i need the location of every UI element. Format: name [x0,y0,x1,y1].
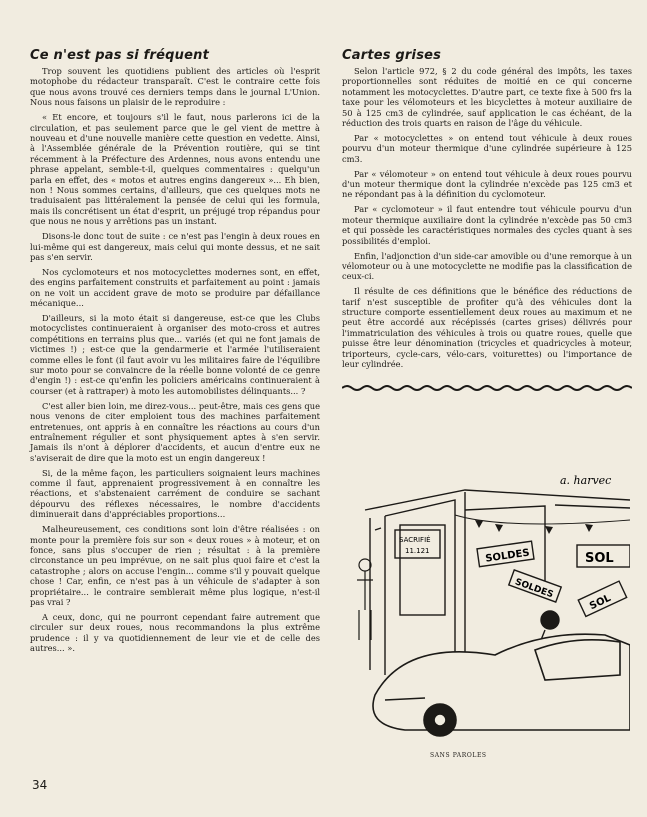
article-heading-right: Cartes grises [342,48,442,63]
paragraph: Trop souvent les quotidiens publient des articles où l'esprit motophobe du rédacteur transparaît. C'est le contraire cette fois que nous avons trouvé ces derniers temps dans le journal L'Union. Nous nous faisons un plaisir de le reproduire : [30,66,320,108]
sign-soldes-1: SOLDES [484,547,531,565]
paragraph: Par « vélomoteur » on entend tout véhicule à deux roues pourvu d'un moteur thermique dont la cylindrée n'excède pas 125 cm3 et ne répondant pas à la définition du cyclomoteur. [342,168,632,200]
paragraph: Si, de la même façon, les particuliers soignaient leurs machines comme il faut, apprenaient progressivement à en connaître les réactions, et s'abstenaient carrément de conduire se sachant dépourvu des réflexes nécessaires, le nombre d'accidents diminuerait dans d'appréciables proportions... [30,467,320,520]
sign-sacrifie: SACRIFIÉ [399,536,431,544]
paragraph: D'ailleurs, si la moto était si dangereuse, est-ce que les Clubs motocyclistes continueraient à organiser des moto-cross et autres compétitions en terrains plus que... variés (et qui ne font jamais de victimes !) ; est-ce que la gendarmerie et l'armée l'utiliseraient comme elles le font (il faut avoir vu les militaires faire de l'équilibre sur moto pour se convaincre de la réelle bonne volonté de ce genre d'engin !) : est-ce qu'enfin les policiers américains continueraient à courser (et à rattraper) à moto les automobilistes délinquants... ? [30,312,320,396]
paragraph: A ceux, donc, qui ne pourront cependant faire autrement que circuler sur deux roues, nous recommandons la plus extrême prudence : il y va quotidiennement de leur vie et de celle des autres... ». [30,611,320,654]
paragraph: Nos cyclomoteurs et nos motocyclettes modernes sont, en effet, des engins parfaitement construits et parfaitement au point : jamais on ne voit un accident grave de moto se produire par défaillance mécanique... [30,266,320,309]
paragraph: Par « motocyclettes » on entend tout véhicule à deux roues pourvu d'un moteur thermique d'une cylindrée supérieure à 125 cm3. [342,132,632,164]
paragraph: Disons-le donc tout de suite : ce n'est pas l'engin à deux roues en lui-même qui est dangereux, mais celui qui monte dessus, et ne sait pas s'en servir. [30,231,320,262]
right-column [342,48,632,396]
paragraph: Par « cyclomoteur » il faut entendre tout véhicule pourvu d'un moteur thermique auxiliaire dont la cylindrée n'excède pas 50 cm3 et qui possède les caractéristiques normales des cycles quant à ses possibilités d'emploi. [342,204,632,246]
sign-sol-2: SOL [588,592,613,613]
article-heading-left: Ce n'est pas si fréquent [30,48,210,63]
page-number: 34 [32,778,48,792]
paragraph: Enfin, l'adjonction d'un side-car amovible ou d'une remorque à un vélomoteur ou à une motocyclette ne modifie pas la classification de ceux-ci. [342,250,632,282]
paragraph: « Et encore, et toujours s'il le faut, nous parlerons ici de la circulation, et pas seulement parce que le gel vient de mettre à nouveau et d'une nouvelle manière cette question en vedette. Ainsi, à l'Assemblée générale de la Prévention routière, qui se tint récemment à la Préfecture des Ardennes, nous avons entendu une phrase appelant, semble-t-il, quelques commentaires : quelqu'un parla en effet, des « motos et autres engins dangereux »... Eh bien, non ! Nous sommes certains, d'ailleurs, que ces quelques mots ne traduisaient pas littéralement la pensée de celui qui les formula, mais ils concrétisent un état d'esprit, un préjugé trop répandus pour que nous ne nous y arrêtions pas un instant. [30,112,320,227]
paragraph: Malheureusement, ces conditions sont loin d'être réalisées : on monte pour la première fois sur son « deux roues » à moteur, et on fonce, sans plus s'occuper de rien ; résultat : à la première circonstance un peu imprévue, on ne sait plus quoi faire et c'est la catastrophe ; alors on accuse l'engin... comme s'il y pouvait quelque chose ! Car, enfin, ce n'est pas à un véhicule de s'adapter à son propriétaire... le contraire semblerait même plus logique, n'est-il pas vrai ? [30,524,320,607]
wavy-separator [342,384,632,392]
left-column [30,48,320,658]
cartoon-illustration [345,470,630,740]
paragraph: Il résulte de ces définitions que le bénéfice des réductions de tarif n'est susceptible de profiter qu'à des véhicules dont la structure comporte essentiellement deux roues au maximum et ne peut être accordé aux récépissés (cartes grises) délivrés pour l'immatriculation des véhicules à trois ou quatre roues, quelle que puisse être leur dénomination (tricycles et quadricycles à moteur, triporteurs, cycle-cars, vélo-cars, voiturettes) ou l'importance de leur cylindrée. [342,286,632,370]
sign-sol-1: SOL [585,551,614,566]
paragraph: C'est aller bien loin, me direz-vous... peut-être, mais ces gens que nous venons de citer emploient tous des machines parfaitement entretenues, ont appris à en connaître les réactions au cours d'un entraînement régulier et sont physiquement aptes à s'en servir. Jamais ils n'ont à déplorer d'accidents, et aucun d'entre eux ne s'aviserait de dire que la moto est un engin dangereux ! [30,400,320,463]
sign-soldes-2: SOLDES [513,577,555,601]
cartoon-signature: a. harvec [560,474,612,487]
paragraph: Selon l'article 972, § 2 du code général des impôts, les taxes proportionnelles sont réduites de moitié en ce qui concerne notamment les motocyclettes. D'autre part, ce texte fixe à 500 frs la taxe pour les vélomoteurs et les bicyclettes à moteur auxiliaire de 50 à 125 cm3 de cylindrée, sauf application le cas échéant, de la réduction des trois quarts en raison de l'âge du véhicule. [342,66,632,129]
sign-price: 11.121 [405,547,430,555]
cartoon-caption: SANS PAROLES [430,752,487,759]
